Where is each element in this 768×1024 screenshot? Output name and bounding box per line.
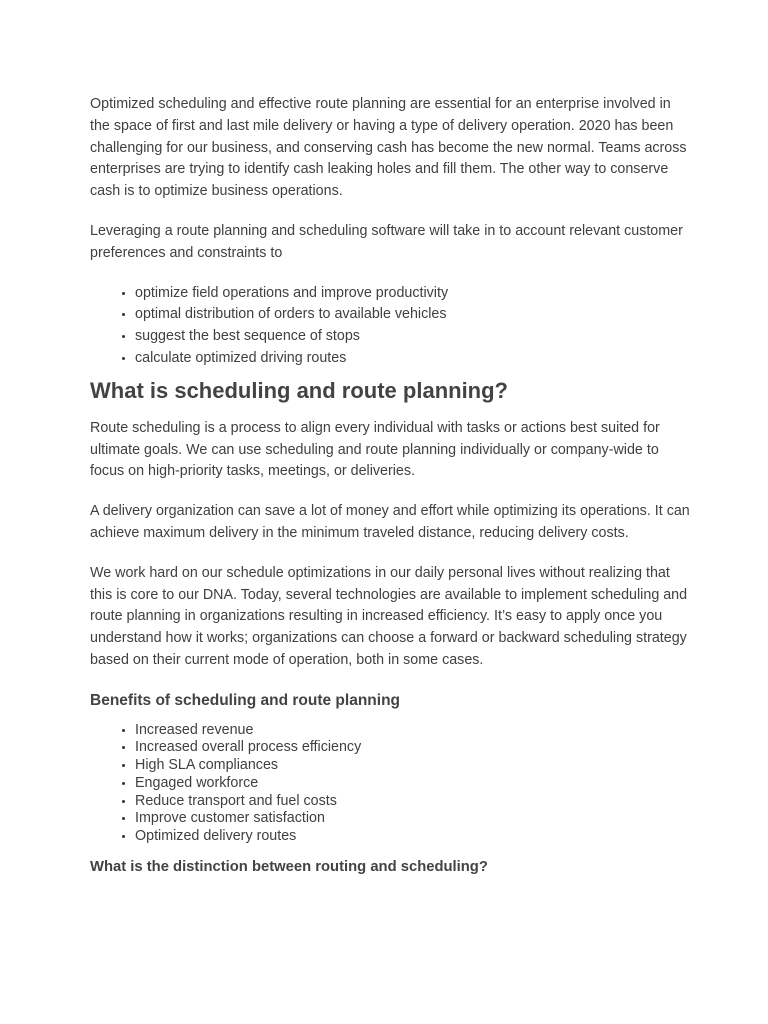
- section-heading-scheduling: What is scheduling and route planning?: [90, 377, 508, 403]
- section-heading-distinction: What is the distinction between routing and scheduling?: [90, 858, 488, 875]
- list-item: • Improve customer satisfaction: [135, 810, 690, 828]
- list-item: • suggest the best sequence of stops: [135, 326, 690, 348]
- intro-bullet-list: [90, 283, 690, 370]
- list-item: • High SLA compliances: [135, 757, 690, 775]
- section1-paragraph-2: A delivery organization can save a lot of money and effort while optimizing its operations. It can achieve maximum delivery in the minimum traveled distance, reducing delivery costs.: [90, 503, 690, 541]
- list-item: • calculate optimized driving routes: [135, 348, 690, 370]
- intro-paragraph-2: Leveraging a route planning and scheduling software will take in to account relevant customer preferences and constraints to: [90, 222, 683, 261]
- list-item: • Increased overall process efficiency: [135, 739, 690, 757]
- section1-paragraph-3: We work hard on our schedule optimizations in our daily personal lives without realizing that this is core to our DNA. Today, several technologies are available to implement scheduling and route planning in organizations resulting in increased efficiency. It’s easy to apply once you understand how it works; organizations can choose a forward or backward scheduling strategy based on their current mode of operation, both in some cases.: [90, 564, 688, 668]
- list-item: • Engaged workforce: [135, 775, 690, 793]
- benefits-list: [90, 722, 690, 846]
- list-item: • optimize field operations and improve productivity: [135, 283, 690, 305]
- list-item: • Reduce transport and fuel costs: [135, 793, 690, 811]
- list-item: • optimal distribution of orders to available vehicles: [135, 304, 690, 326]
- list-item: • Optimized delivery routes: [135, 828, 690, 846]
- intro-paragraph-1: Optimized scheduling and effective route planning are essential for an enterprise involved in the space of first and last mile delivery or having a type of delivery operation. 2020 has been challenging for our business, and conserving cash has become the new normal. Teams across enterprises are trying to identify cash leaking holes and fill them. The other way to conserve cash is to optimize business operations.: [90, 96, 687, 200]
- document-content: [90, 94, 690, 878]
- list-item: • Increased revenue: [135, 722, 690, 740]
- benefits-heading: Benefits of scheduling and route planning: [90, 691, 401, 709]
- section1-paragraph-1: Route scheduling is a process to align every individual with tasks or actions best suited for ultimate goals. We can use scheduling and route planning individually or company-wide to focus on high-priority tasks, meetings, or deliveries.: [90, 419, 660, 480]
